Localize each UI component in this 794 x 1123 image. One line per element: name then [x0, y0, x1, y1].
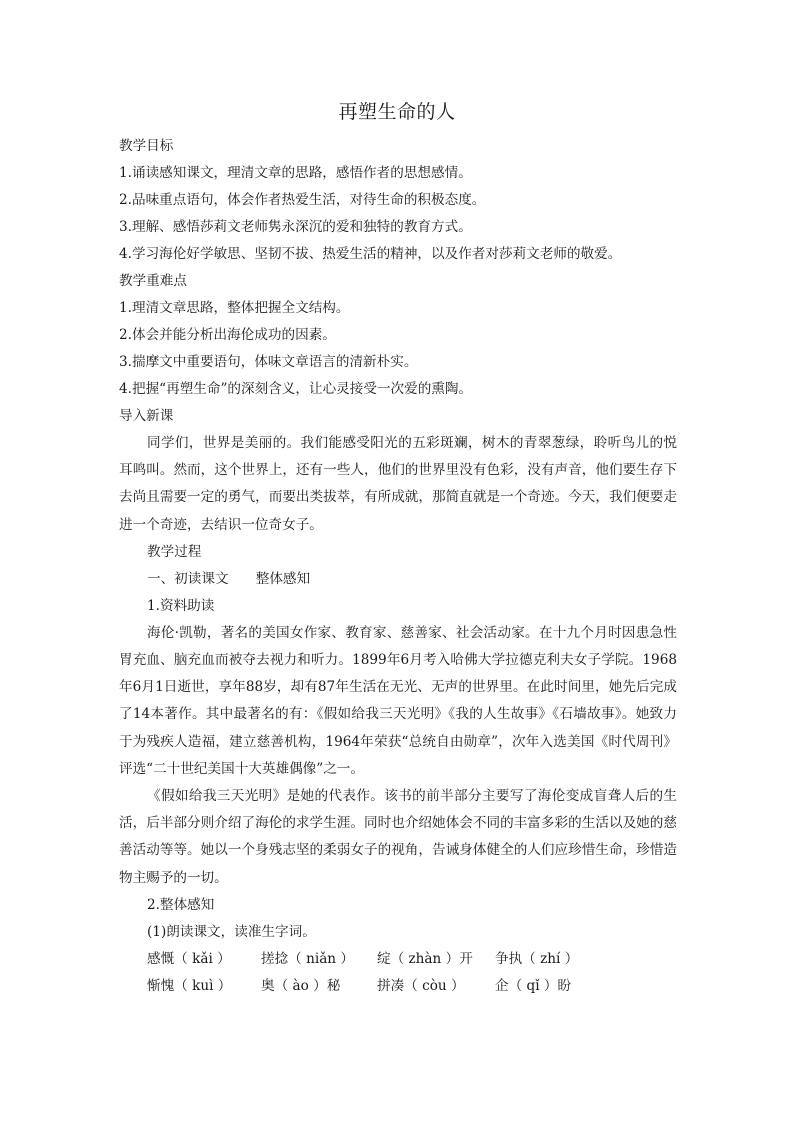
teaching-goal-item: 2.品味重点语句，体会作者热爱生活，对待生命的积极态度。 [119, 192, 486, 208]
vocab-word: 惭愧（ kuì ） [147, 978, 232, 995]
vocab-word: 拼凑（ còu ） [377, 978, 465, 995]
key-point-item: 4.把握“再塑生命”的深刻含义，让心灵接受一次爱的熏陶。 [119, 381, 473, 397]
vocab-word: 争执（ zhí ） [495, 950, 579, 967]
section-heading: 一、初读课文 整体感知 [147, 570, 311, 587]
teaching-goal-item: 1.诵读感知课文，理清文章的思路，感悟作者的思想感情。 [119, 165, 472, 181]
subsection-heading: 2.整体感知 [147, 896, 215, 913]
document-body [119, 133, 677, 1001]
biography-paragraph: 海伦·凯勒，著名的美国女作家、教育家、慈善家、社会活动家。在十九个月时因患急性胃充血、脑充血而被夺去视力和听力。1899年6月考入哈佛大学拉德克利夫女子学院。1968年6月1日逝世，享年88岁，却有87年生活在无光、无声的世界里。在此时间里，她先后完成了14本著作。其中最著名的有：《假如给我三天光明》《我的人生故事》《石墙故事》。她致力于为残疾人造福，建立慈善机构，1964年荣获“总统自由勋章”，次年入选美国《时代周刊》评选“二十世纪美国十大英雄偶像”之一。 [119, 624, 677, 777]
teaching-goals-heading: 教学目标 [119, 138, 174, 154]
key-point-item: 1.理清文章思路，整体把握全文结构。 [119, 300, 350, 316]
subsection-item: (1)朗读课文，读准生字词。 [147, 923, 316, 940]
vocab-row [119, 973, 677, 1001]
key-point-item: 3.揣摩文中重要语句，体味文章语言的清新朴实。 [119, 354, 418, 370]
vocab-word: 搓捻（ niǎn ） [261, 950, 354, 967]
intro-paragraph: 同学们，世界是美丽的。我们能感受阳光的五彩斑斓，树木的青翠葱绿，聆听鸟儿的悦耳鸣叫。然而，这个世界上，还有一些人，他们的世界里没有色彩，没有声音，他们要生存下去尚且需要一定的勇气，而要出类拔萃，有所成就，那简直就是一个奇迹。今天，我们便要走进一个奇迹，去结识一位奇女子。 [119, 435, 677, 533]
document-title: 再塑生命的人 [338, 101, 456, 123]
vocab-word: 企（ qǐ ）盼 [495, 978, 572, 995]
vocab-word: 奥（ ào ）秘 [261, 978, 341, 995]
key-point-item: 2.体会并能分析出海伦成功的因素。 [119, 327, 336, 343]
vocab-word: 感慨（ kǎi ） [147, 950, 231, 967]
vocab-row [119, 946, 677, 974]
key-points-heading: 教学重难点 [119, 273, 187, 289]
subsection-heading: 1.资料助读 [147, 597, 215, 614]
vocab-word: 绽（ zhàn ）开 [377, 950, 473, 967]
teaching-goal-item: 4.学习海伦好学敏思、坚韧不拔、热爱生活的精神，以及作者对莎莉文老师的敬爱。 [119, 246, 622, 262]
process-heading: 教学过程 [147, 543, 202, 560]
intro-heading: 导入新课 [119, 408, 174, 424]
book-paragraph: 《假如给我三天光明》是她的代表作。该书的前半部分主要写了海伦变成盲聋人后的生活，后半部分则介绍了海伦的求学生涯。同时也介绍她体会不同的丰富多彩的生活以及她的慈善活动等等。她以一个身残志坚的柔弱女子的视角，告诫身体健全的人们应珍惜生命，珍惜造物主赐予的一切。 [119, 788, 677, 886]
teaching-goal-item: 3.理解、感悟莎莉文老师隽永深沉的爱和独特的教育方式。 [119, 219, 472, 235]
